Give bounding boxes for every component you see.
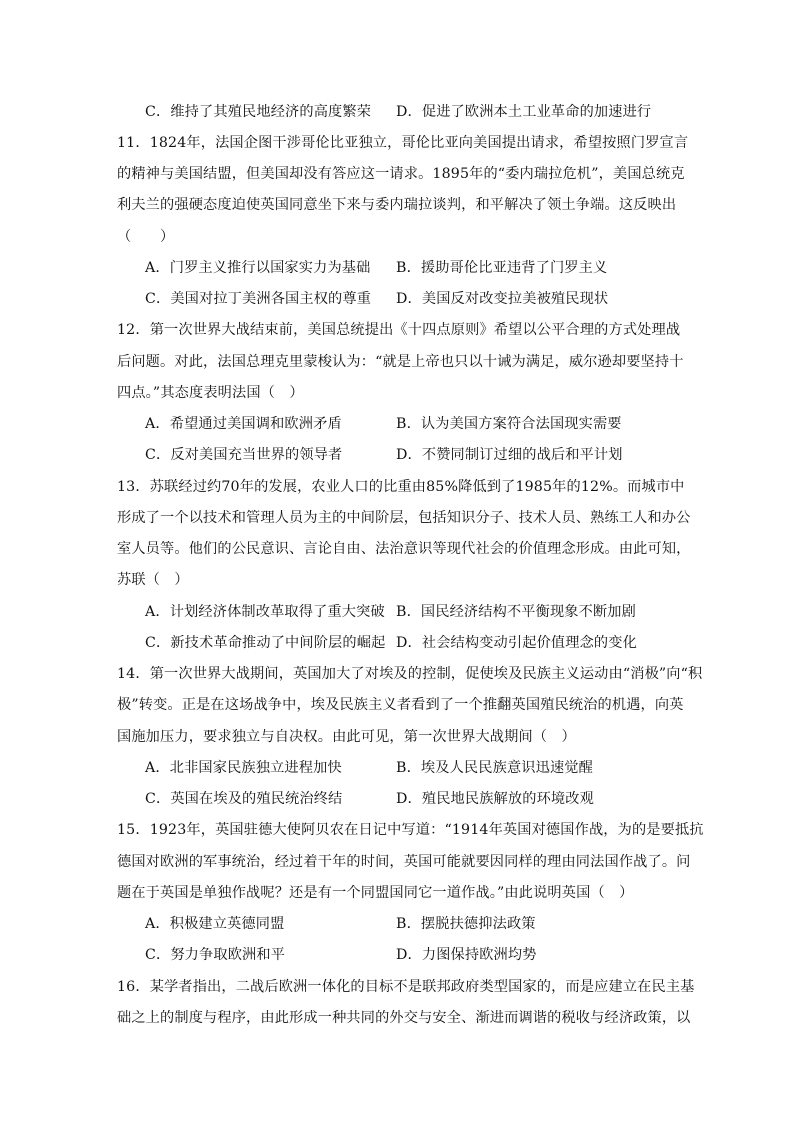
- q15-option-b: B．摆脱扶德抑法政策: [396, 916, 536, 932]
- q13-option-a: A．计划经济体制改革取得了重大突破: [145, 604, 385, 620]
- q14-option-a: A．北非国家民族独立进程加快: [145, 760, 342, 776]
- q14-stem-line-2: 极”转变。正是在这场战争中，埃及民族主义者看到了一个推翻英国殖民统治的机遇，向英: [117, 697, 684, 713]
- q13-stem-line-1: 13．苏联经过约70年的发展，农业人口的比重由85%降低到了1985年的12%。而城市中: [117, 479, 685, 495]
- q12-stem-line-1: 12．第一次世界大战结束前，美国总统提出《十四点原则》希望以公平合理的方式处理战: [117, 322, 681, 338]
- q13-stem-line-3: 室人员等。他们的公民意识、言论自由、法治意识等现代社会的价值理念形成。由此可知，: [117, 541, 691, 557]
- q12-option-b: B．认为美国方案符合法国现实需要: [396, 416, 622, 432]
- q11-option-a: A．门罗主义推行以国家实力为基础: [145, 260, 371, 276]
- q15-option-c: C．努力争取欧洲和平: [145, 947, 286, 963]
- q15-stem-line-3: 题在于英国是单独作战呢？还是有一个同盟国同它一道作战。”由此说明英国（ ）: [117, 885, 634, 901]
- q11-stem-line-1: 11．1824年，法国企图干涉哥伦比亚独立，哥伦比亚向美国提出请求，希望按照门罗宣言: [117, 135, 689, 151]
- q13-stem-line-2: 形成了一个以技术和管理人员为主的中间阶层，包括知识分子、技术人员、熟练工人和办公: [117, 510, 691, 526]
- q14-stem-line-1: 14．第一次世界大战期间，英国加大了对埃及的控制，促使埃及民族主义运动由“消极”向“积: [117, 666, 703, 682]
- q14-option-c: C．英国在埃及的殖民统治终结: [145, 791, 343, 807]
- q14-option-d: D．殖民地民族解放的环境改观: [396, 791, 594, 807]
- q11-option-d: D．美国反对改变拉美被殖民现状: [396, 291, 609, 307]
- q14-stem-line-3: 国施加压力，要求独立与自决权。由此可见，第一次世界大战期间（ ）: [117, 729, 576, 745]
- q10-option-c: C．维持了其殖民地经济的高度繁荣: [145, 104, 372, 120]
- q15-stem-line-2: 德国对欧洲的军事统治，经过着干年的时间，英国可能就要因同样的理由同法国作战了。问: [117, 854, 691, 870]
- q16-stem-line-1: 16．某学者指出，二战后欧洲一体化的目标不是联邦政府类型国家的，而是应建立在民主基: [117, 979, 695, 995]
- q12-stem-line-2: 后问题。对此，法国总理克里蒙梭认为：“就是上帝也只以十诫为满足，威尔逊却要坚持十: [117, 354, 684, 370]
- q13-option-d: D．社会结构变动引起价值理念的变化: [396, 635, 637, 651]
- q14-option-b: B．埃及人民民族意识迅速觉醒: [396, 760, 593, 776]
- q12-stem-line-3: 四点。”其态度表明法国（ ）: [117, 385, 304, 401]
- q11-stem-line-2: 的精神与美国结盟，但美国却没有答应这一请求。1895年的“委内瑞拉危机”，美国总统克: [117, 166, 685, 182]
- q15-option-a: A．积极建立英德同盟: [145, 916, 285, 932]
- q12-option-a: A．希望通过美国调和欧洲矛盾: [145, 416, 342, 432]
- q11-option-c: C．美国对拉丁美洲各国主权的尊重: [145, 291, 372, 307]
- q15-stem-line-1: 15．1923年，英国驻德大使阿贝农在日记中写道：“1914年英国对德国作战，为的是要抵抗: [117, 822, 704, 838]
- q13-option-b: B．国民经济结构不平衡现象不断加剧: [396, 604, 636, 620]
- q11-option-b: B．援助哥伦比亚违背了门罗主义: [396, 260, 608, 276]
- q15-option-d: D．力图保持欧洲均势: [396, 947, 537, 963]
- q11-stem-line-4: （ ）: [117, 229, 175, 245]
- q13-option-c: C．新技术革命推动了中间阶层的崛起: [145, 635, 386, 651]
- q12-option-d: D．不赞同制订过细的战后和平计划: [396, 447, 623, 463]
- q11-stem-line-3: 利夫兰的强硬态度迫使英国同意坐下来与委内瑞拉谈判，和平解决了领土争端。这反映出: [117, 197, 677, 213]
- q10-option-d: D．促进了欧洲本土工业革命的加速进行: [396, 104, 652, 120]
- q13-stem-line-4: 苏联（ ）: [117, 572, 189, 588]
- q12-option-c: C．反对美国充当世界的领导者: [145, 447, 343, 463]
- q16-stem-line-2: 础之上的制度与程序，由此形成一种共同的外交与安全、渐进而调谐的税收与经济政策，以: [117, 1010, 691, 1026]
